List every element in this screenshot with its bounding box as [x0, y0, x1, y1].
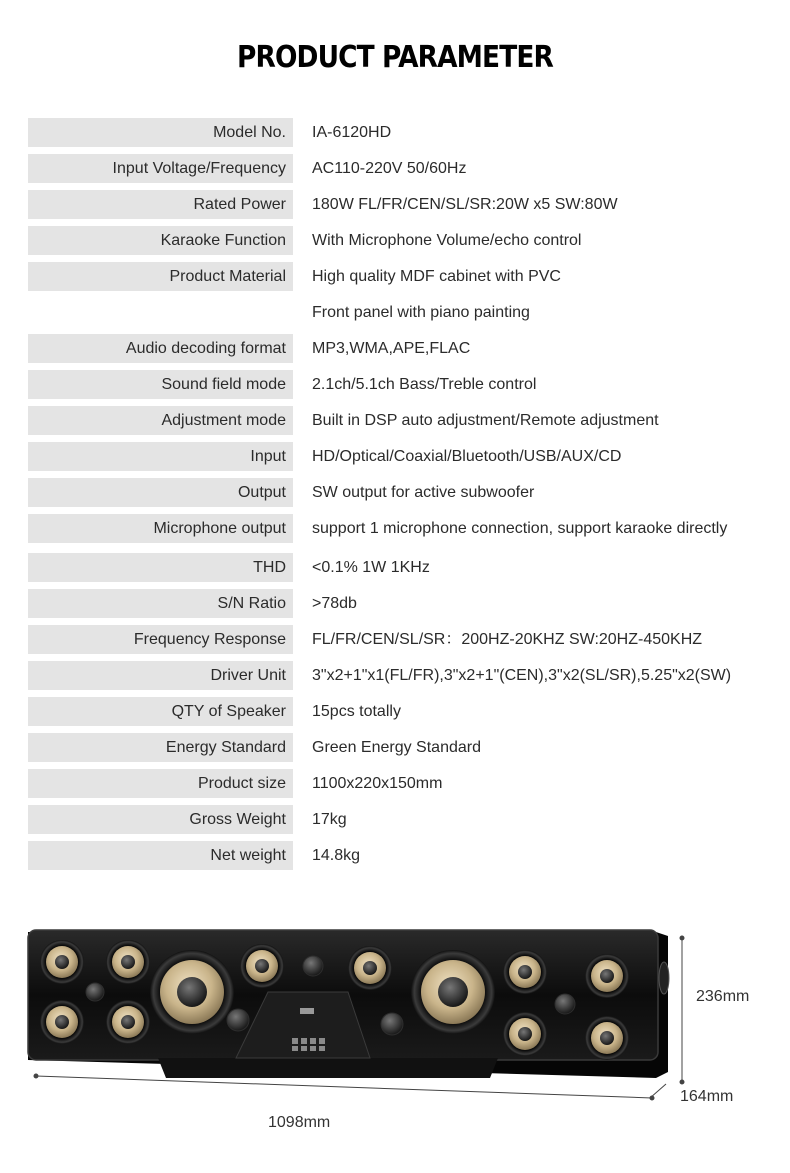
soundbar-base — [158, 1058, 498, 1078]
spec-row — [0, 805, 790, 834]
spec-row — [0, 442, 790, 471]
spec-label: THD — [28, 553, 293, 582]
spec-label: Rated Power — [28, 190, 293, 219]
page-title: PRODUCT PARAMETER — [237, 40, 553, 75]
spec-value: 14.8kg — [312, 847, 361, 864]
spec-row — [0, 190, 790, 219]
spec-value: 2.1ch/5.1ch Bass/Treble control — [312, 376, 537, 393]
spec-label: Sound field mode — [28, 370, 293, 399]
spec-value: SW output for active subwoofer — [312, 484, 535, 501]
spec-value: MP3,WMA,APE,FLAC — [312, 340, 471, 357]
spec-value: >78db — [312, 595, 357, 612]
spec-label: Driver Unit — [28, 661, 293, 690]
spec-value: High quality MDF cabinet with PVC — [312, 268, 561, 285]
spec-row — [0, 334, 790, 363]
spec-row — [0, 478, 790, 507]
product-illustration — [0, 900, 790, 1168]
length-dimension: 1098mm — [268, 1114, 331, 1131]
spec-label: Adjustment mode — [28, 406, 293, 435]
spec-label: Karaoke Function — [28, 226, 293, 255]
spec-row — [0, 841, 790, 870]
spec-row — [0, 406, 790, 435]
spec-label: Energy Standard — [28, 733, 293, 762]
spec-value: 15pcs totally — [312, 703, 401, 720]
spec-value: 180W FL/FR/CEN/SL/SR:20W x5 SW:80W — [312, 196, 618, 213]
spec-label: Net weight — [28, 841, 293, 870]
spec-row — [0, 370, 790, 399]
spec-row — [0, 625, 790, 654]
spec-value: AC110-220V 50/60Hz — [312, 160, 467, 177]
spec-label: Product Material — [28, 262, 293, 291]
spec-row — [0, 769, 790, 798]
spec-label: Microphone output — [28, 514, 293, 543]
woofer-left — [150, 950, 234, 1034]
spec-label: Input Voltage/Frequency — [28, 154, 293, 183]
spec-row — [0, 733, 790, 762]
spec-label: Frequency Response — [28, 625, 293, 654]
spec-row — [0, 262, 790, 291]
spec-label: S/N Ratio — [28, 589, 293, 618]
spec-label — [28, 298, 293, 327]
spec-value: 1100x220x150mm — [312, 775, 443, 792]
spec-label: Audio decoding format — [28, 334, 293, 363]
spec-value: Built in DSP auto adjustment/Remote adjustment — [312, 412, 659, 429]
height-dimension: 236mm — [696, 988, 750, 1005]
display-icon — [300, 1008, 314, 1014]
spec-row — [0, 589, 790, 618]
spec-value: Front panel with piano painting — [312, 304, 530, 321]
spec-label: Output — [28, 478, 293, 507]
spec-value: support 1 microphone connection, support karaoke directly — [312, 520, 728, 537]
spec-value: HD/Optical/Coaxial/Bluetooth/USB/AUX/CD — [312, 448, 622, 465]
spec-value: With Microphone Volume/echo control — [312, 232, 582, 249]
spec-value: 17kg — [312, 811, 347, 828]
spec-row — [0, 118, 790, 147]
spec-row — [0, 514, 790, 543]
soundbar-image — [0, 900, 790, 1168]
spec-row — [0, 226, 790, 255]
depth-dimension: 164mm — [680, 1088, 734, 1105]
spec-value: IA-6120HD — [312, 124, 392, 141]
woofer-right — [411, 950, 495, 1034]
spec-label: Input — [28, 442, 293, 471]
spec-label: Model No. — [28, 118, 293, 147]
spec-value: Green Energy Standard — [312, 739, 481, 756]
spec-label: QTY of Speaker — [28, 697, 293, 726]
spec-value: 3"x2+1"x1(FL/FR),3"x2+1"(CEN),3"x2(SL/SR),5.25"x2(SW) — [312, 667, 732, 684]
side-port — [659, 962, 669, 994]
spec-row — [0, 154, 790, 183]
spec-label: Gross Weight — [28, 805, 293, 834]
spec-value: FL/FR/CEN/SL/SR：200HZ-20KHZ SW:20HZ-450KHZ — [312, 631, 703, 648]
spec-row — [0, 298, 790, 327]
spec-row — [0, 553, 790, 582]
spec-row — [0, 661, 790, 690]
spec-value: <0.1% 1W 1KHz — [312, 559, 430, 576]
spec-label: Product size — [28, 769, 293, 798]
spec-row — [0, 697, 790, 726]
